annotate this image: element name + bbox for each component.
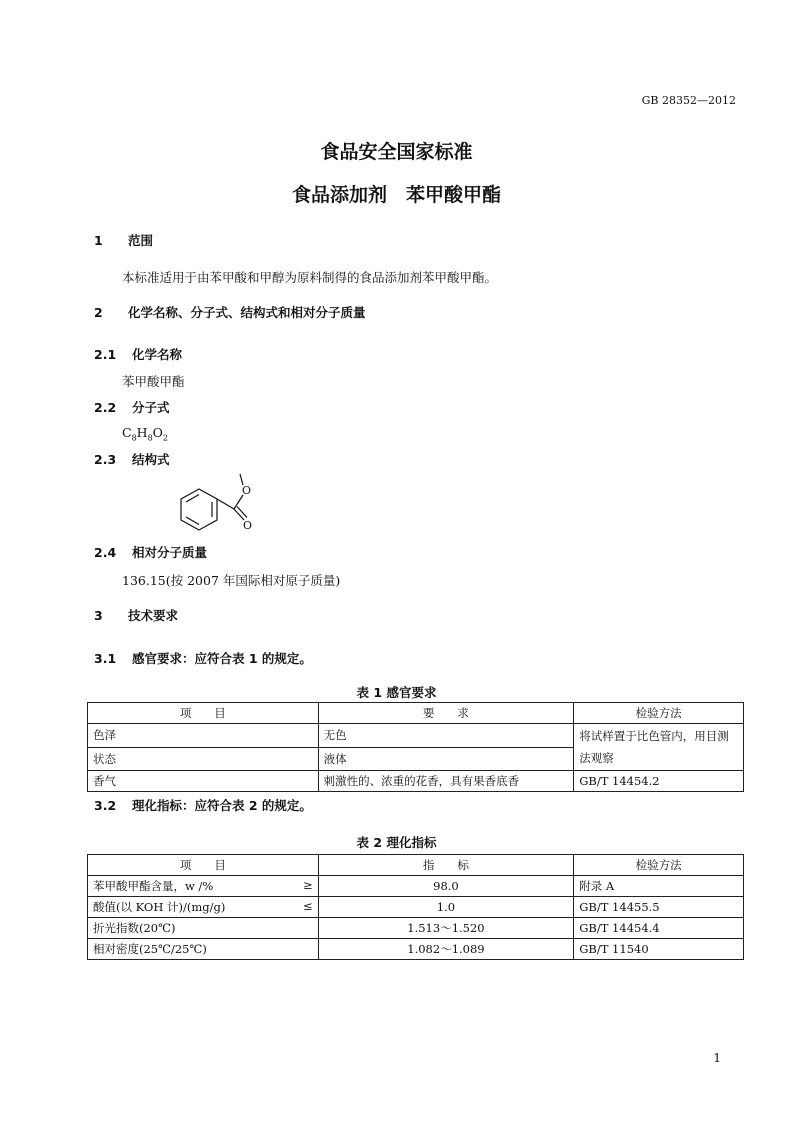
section-3-1-heading — [94, 649, 312, 667]
section-1-heading — [94, 231, 153, 249]
section-number: 3.1 — [94, 651, 117, 666]
formula-c-count: 8 — [131, 433, 137, 443]
cell-value: 1.082～1.089 — [318, 939, 574, 960]
table-row — [88, 939, 744, 960]
formula-h-count: 8 — [147, 433, 153, 443]
section-3-2-heading — [94, 796, 312, 814]
section-title: 化学名称 — [132, 347, 183, 362]
header-requirement: 要 求 — [318, 703, 574, 724]
cell-method: GB/T 11540 — [574, 939, 744, 960]
formula-o-count: 2 — [162, 433, 169, 443]
section-title: 理化指标：应符合表 2 的规定。 — [132, 798, 312, 813]
header-item: 项 目 — [88, 703, 319, 724]
section-title: 分子式 — [132, 400, 170, 415]
section-number: 2.4 — [94, 545, 117, 560]
sensory-requirements-table — [87, 702, 744, 792]
item-label: 折光指数(20℃) — [93, 921, 176, 935]
cell-value: 1.0 — [318, 897, 574, 918]
cell-item: 色泽 — [88, 724, 319, 748]
section-title: 范围 — [128, 233, 154, 248]
section-2-1-heading — [94, 345, 182, 363]
table-header-row — [88, 855, 744, 876]
section-2-4-heading — [94, 543, 207, 561]
standard-number: GB 28352—2012 — [641, 94, 736, 107]
item-label: 相对密度(25℃/25℃) — [93, 942, 207, 956]
cell-method: GB/T 14454.2 — [574, 771, 744, 792]
section-2-3-heading — [94, 450, 170, 468]
formula-h: H — [136, 425, 148, 440]
table-1-caption: 表 1 感官要求 — [356, 685, 437, 700]
item-label: 酸值(以 KOH 计)/(mg/g) — [93, 900, 226, 914]
carbonyl-oxygen-label: O — [243, 519, 253, 532]
physicochemical-indicators-table — [87, 854, 744, 960]
table-row — [88, 876, 744, 897]
section-title: 感官要求：应符合表 1 的规定。 — [132, 651, 312, 666]
header-method: 检验方法 — [574, 703, 744, 724]
cell-value: 1.513～1.520 — [318, 918, 574, 939]
cell-requirement: 刺激性的、浓重的花香，具有果香底香 — [318, 771, 574, 792]
table-header-row — [88, 703, 744, 724]
cell-item — [88, 939, 319, 960]
section-number: 2.3 — [94, 452, 117, 467]
cell-item: 香气 — [88, 771, 319, 792]
table-row — [88, 771, 744, 792]
section-2-heading — [94, 303, 366, 321]
header-indicator: 指 标 — [318, 855, 574, 876]
section-number: 2.2 — [94, 400, 117, 415]
structural-formula-diagram — [170, 468, 270, 538]
table-row — [88, 724, 744, 748]
section-2-2-heading — [94, 398, 170, 416]
table-row — [88, 918, 744, 939]
section-title: 结构式 — [132, 452, 170, 467]
section-number: 3 — [94, 608, 103, 623]
cell-item — [88, 876, 319, 897]
ring-to-carbonyl-bond — [217, 499, 234, 509]
document-subtitle: 食品添加剂 苯甲酸甲酯 — [291, 184, 501, 206]
section-title: 相对分子质量 — [132, 545, 208, 560]
header-method: 检验方法 — [574, 855, 744, 876]
cell-item — [88, 897, 319, 918]
header-item: 项 目 — [88, 855, 319, 876]
table-2-caption: 表 2 理化指标 — [356, 835, 437, 850]
section-3-heading — [94, 606, 178, 624]
cell-requirement: 无色 — [318, 724, 574, 748]
comparison-symbol: ≤ — [303, 899, 313, 913]
cell-method-merged: 将试样置于比色管内，用目测法观察 — [574, 724, 744, 771]
section-number: 2 — [94, 305, 103, 320]
carbonyl-to-ester-o-bond — [234, 495, 243, 509]
chemical-name: 苯甲酸甲酯 — [122, 374, 185, 389]
formula-c: C — [122, 425, 132, 440]
carbonyl-double-bond-b — [237, 507, 247, 518]
item-label: 苯甲酸甲酯含量，w /% — [93, 879, 214, 893]
molecular-mass: 136.15(按 2007 年国际相对原子质量) — [122, 573, 341, 588]
formula-o: O — [152, 425, 163, 440]
section-title: 化学名称、分子式、结构式和相对分子质量 — [128, 305, 366, 320]
ester-oxygen-label: O — [242, 484, 252, 497]
page-title: 食品安全国家标准 — [320, 141, 473, 163]
section-title: 技术要求 — [128, 608, 179, 623]
section-number: 1 — [94, 233, 103, 248]
molecular-formula — [122, 425, 168, 443]
section-number: 3.2 — [94, 798, 117, 813]
cell-item — [88, 918, 319, 939]
cell-item: 状态 — [88, 747, 319, 771]
comparison-symbol: ≥ — [303, 878, 313, 892]
cell-method: GB/T 14455.5 — [574, 897, 744, 918]
scope-text: 本标准适用于由苯甲酸和甲醇为原料制得的食品添加剂苯甲酸甲酯。 — [122, 270, 498, 285]
cell-value: 98.0 — [318, 876, 574, 897]
section-number: 2.1 — [94, 347, 117, 362]
cell-method: 附录 A — [574, 876, 744, 897]
cell-requirement: 液体 — [318, 747, 574, 771]
table-row — [88, 897, 744, 918]
cell-method: GB/T 14454.4 — [574, 918, 744, 939]
page-number: 1 — [713, 1051, 721, 1065]
